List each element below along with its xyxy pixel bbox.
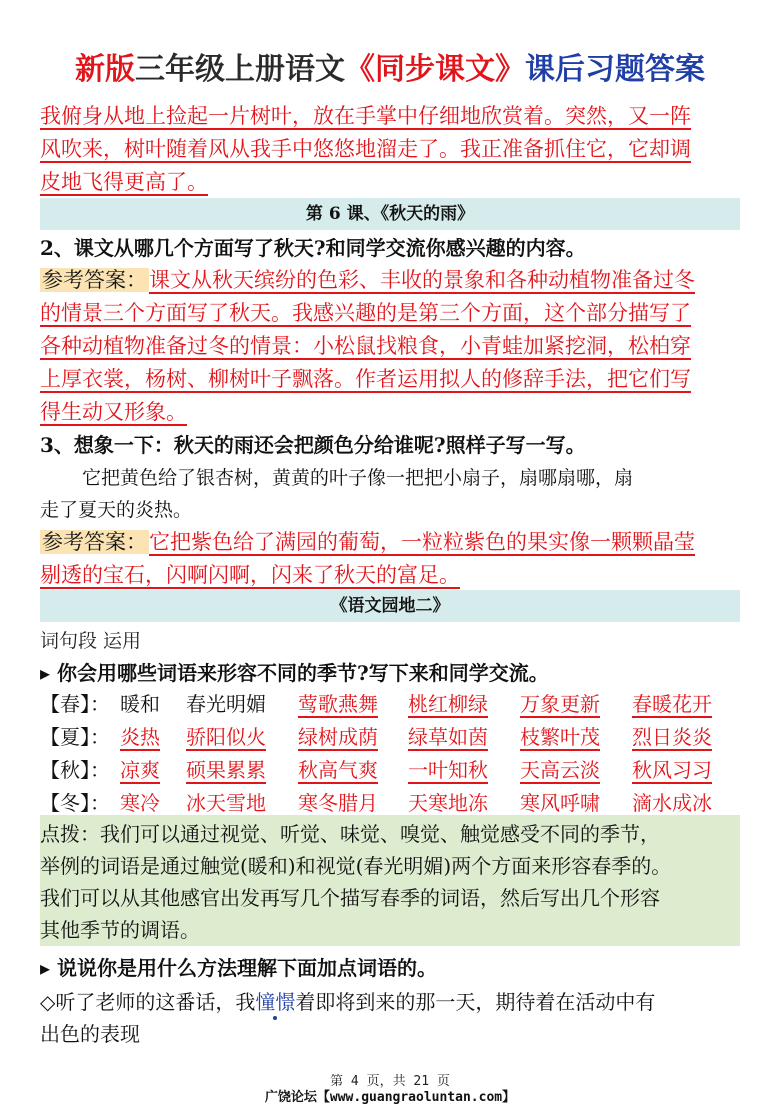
answer-2-line-3: 各种动植物准备过冬的情景：小松鼠找粮食，小青蛙加紧挖洞，松柏穿 [40, 334, 691, 358]
answer-2-text-1: 课文从秋天缤纷的色彩、丰收的景象和各种动植物准备过冬 [149, 268, 695, 292]
tip-line-2: 举例的词语是通过触觉(暖和)和视觉(春光明媚)两个方面来形容春季的。 [40, 854, 672, 878]
tip-line-3: 我们可以从其他感官出发再写几个描写春季的词语，然后写出几个形容 [40, 886, 660, 910]
title-part-grade: 三年级上册语文 [135, 52, 345, 87]
season-word: 滴水成冰 [632, 791, 712, 815]
answer-3-line-2: 剔透的宝石，闪啊闪啊，闪来了秋天的富足。 [40, 563, 460, 587]
season-row [40, 754, 740, 788]
season-word: 枝繁叶茂 [520, 725, 600, 749]
section-label: 词句段 运用 [40, 630, 142, 652]
page-title [0, 44, 780, 88]
title-part-book: 《同步课文》 [345, 52, 525, 87]
example-line-1: 它把黄色给了银杏树，黄黄的叶子像一把把小扇子，扇哪扇哪，扇 [82, 467, 634, 489]
season-word: 硕果累累 [186, 758, 266, 782]
season-word: 春暖花开 [632, 692, 712, 716]
answer-2-line-4: 上厚衣裳，杨树、柳树叶子飘落。作者运用拟人的修辞手法，把它们写 [40, 367, 691, 391]
season-word: 天寒地冻 [408, 791, 488, 815]
answer-2-line-5: 得生动又形象。 [40, 400, 187, 424]
season-word: 万象更新 [520, 692, 600, 716]
sentence-post: 着即将到来的那一天，期待着在活动中有 [295, 990, 656, 1014]
method-question: ▸ 说说你是用什么方法理解下面加点词语的。 [40, 956, 438, 980]
season-label: 【冬】： [40, 791, 110, 815]
sentence-pre: ◇听了老师的这番话，我 [40, 990, 256, 1014]
intro-line-2: 风吹来，树叶随着风从我手中悠悠地溜走了。我正准备抓住它，它却调 [40, 137, 691, 161]
season-word: 莺歌燕舞 [298, 692, 378, 716]
intro-line-1: 我俯身从地上捡起一片树叶，放在手掌中仔细地欣赏着。突然，又一阵 [40, 104, 691, 128]
intro-line-3: 皮地飞得更高了。 [40, 170, 208, 194]
title-part-answers: 课后习题答案 [525, 52, 705, 87]
season-word: 暖和 [120, 692, 160, 716]
season-word: 寒冷 [120, 791, 160, 815]
season-word: 寒风呼啸 [520, 791, 600, 815]
question-3: 3、想象一下：秋天的雨还会把颜色分给谁呢?照样子写一写。 [40, 433, 586, 457]
season-label: 【夏】： [40, 725, 110, 749]
sentence-line-2: 出色的表现 [40, 1022, 140, 1046]
question-2: 2、课文从哪几个方面写了秋天?和同学交流你感兴趣的内容。 [40, 236, 586, 260]
season-row [40, 688, 740, 722]
answer-label: 参考答案： [42, 268, 147, 292]
season-label: 【春】： [40, 692, 110, 716]
seasons-question: ▸ 你会用哪些词语来形容不同的季节?写下来和同学交流。 [40, 661, 549, 685]
sentence-line-1 [40, 986, 655, 1020]
site-footer: 广饶论坛【www.guangraoluntan.com】 [264, 1090, 516, 1105]
page-number: 第 4 页，共 21 页 [330, 1074, 450, 1089]
example-line-2: 走了夏天的炎热。 [40, 499, 193, 521]
season-row [40, 721, 740, 755]
answer-3-text-1: 它把紫色给了满园的葡萄，一粒粒紫色的果实像一颗颗晶莹 [149, 530, 695, 554]
answer-2-line-2: 的情景三个方面写了秋天。我感兴趣的是第三个方面，这个部分描写了 [40, 301, 691, 325]
season-word: 一叶知秋 [408, 758, 488, 782]
season-word: 秋高气爽 [298, 758, 378, 782]
answer-label-2: 参考答案： [42, 530, 147, 554]
season-word: 春光明媚 [186, 692, 266, 716]
tip-line-1: 点拨：我们可以通过视觉、听觉、味觉、嗅觉、触觉感受不同的季节， [40, 822, 660, 846]
season-word: 冰天雪地 [186, 791, 266, 815]
season-word: 绿树成荫 [298, 725, 378, 749]
season-word: 秋风习习 [632, 758, 712, 782]
season-word: 天高云淡 [520, 758, 600, 782]
answer-3-line-1 [40, 526, 695, 560]
season-word: 桃红柳绿 [408, 692, 488, 716]
season-label: 【秋】： [40, 758, 110, 782]
season-word: 绿草如茵 [408, 725, 488, 749]
answer-2-line-1 [40, 264, 695, 298]
dotted-word: 憧憬 [255, 990, 296, 1014]
season-word: 烈日炎炎 [632, 725, 712, 749]
season-word: 寒冬腊月 [298, 791, 378, 815]
season-word: 炎热 [120, 725, 160, 749]
title-part-new: 新版 [75, 52, 135, 87]
tip-line-4: 其他季节的调语。 [40, 918, 200, 942]
season-word: 凉爽 [120, 758, 160, 782]
season-word: 骄阳似火 [186, 725, 266, 749]
garden-2-header: 《语文园地二》 [40, 590, 740, 622]
lesson-6-header: 第 6 课、《秋天的雨》 [40, 198, 740, 230]
